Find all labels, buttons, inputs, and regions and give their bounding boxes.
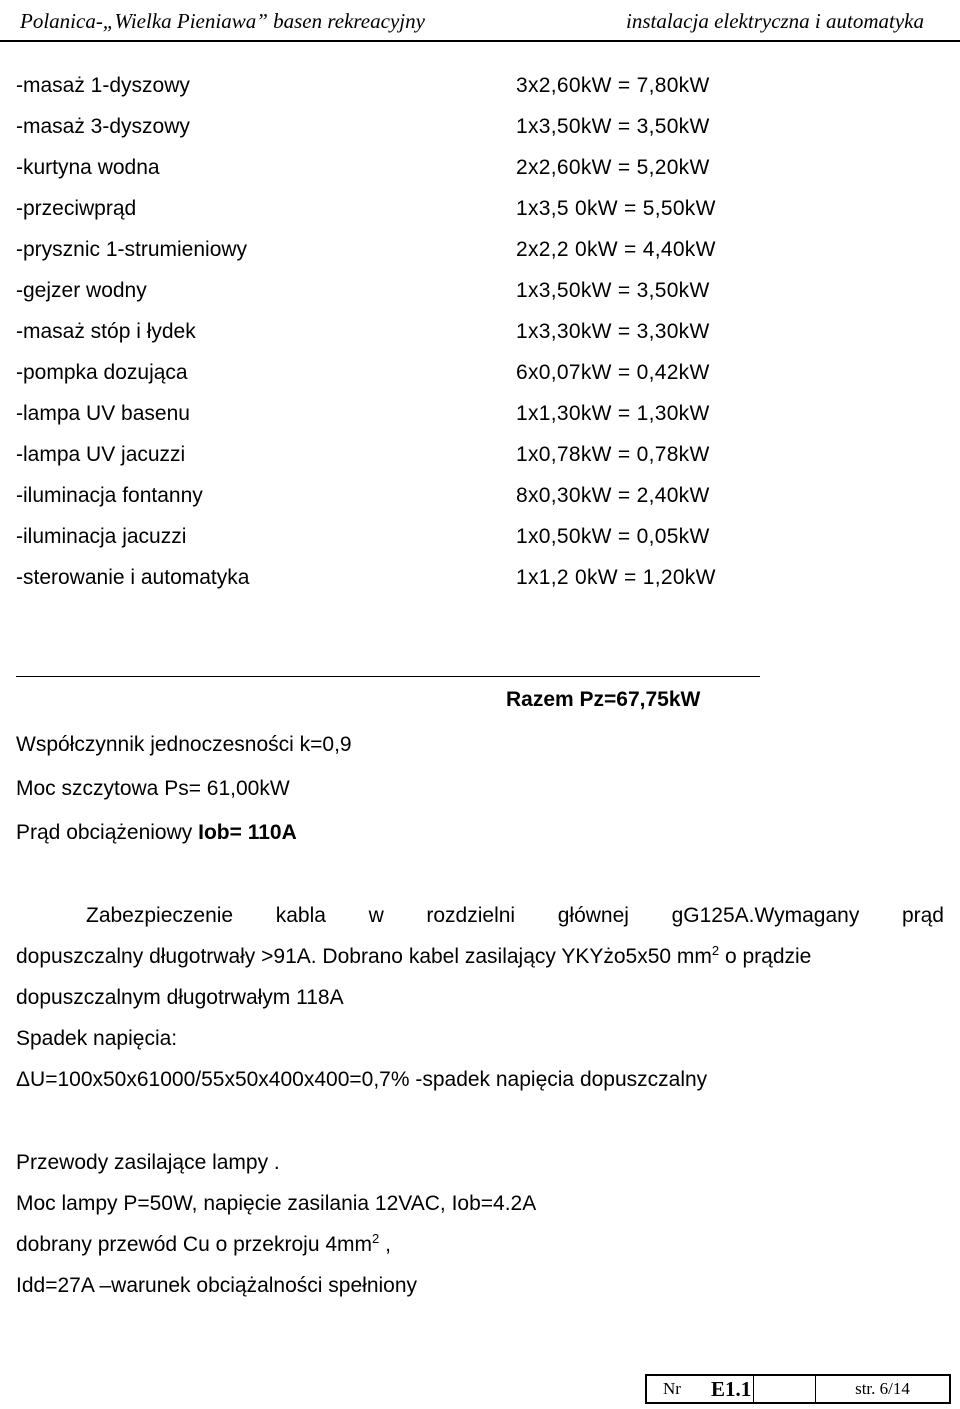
load-name: -przeciwprąd (16, 197, 137, 220)
load-calc: 1x0,78kW = 0,78kW (516, 443, 710, 466)
load-row (16, 275, 916, 316)
load-calc: 3x2,60kW = 7,80kW (516, 74, 710, 97)
load-calc: 6x0,07kW = 0,42kW (516, 361, 710, 384)
header-project-title: Polanica-„Wielka Pieniawa” basen rekreacyjny (20, 9, 425, 33)
load-current (16, 818, 352, 862)
footer-page-number: str. 6/14 (815, 1376, 949, 1402)
conductor-text-end: , (379, 1233, 391, 1256)
sum-divider (16, 676, 760, 677)
cable-text-end: o prądzie (719, 945, 812, 968)
power-factors (16, 730, 352, 862)
load-calc: 1x3,50kW = 3,50kW (516, 115, 710, 138)
load-name: -kurtyna wodna (16, 156, 160, 179)
load-calc: 1x3,5 0kW = 5,50kW (516, 197, 716, 220)
load-current-value: Iob= 110A (198, 821, 297, 844)
load-calc: 2x2,60kW = 5,20kW (516, 156, 710, 179)
load-row (16, 316, 916, 357)
lamp-heading: Przewody zasilające lampy . (16, 1151, 280, 1174)
lamp-conductor (16, 1224, 944, 1265)
load-row (16, 562, 916, 603)
load-row (16, 398, 916, 439)
footer-title-block (645, 1374, 951, 1404)
load-row (16, 152, 916, 193)
load-row (16, 70, 916, 111)
cable-text: dopuszczalny długotrwały >91A. Dobrano kabel zasilający YKYżo5x50 mm (16, 945, 712, 968)
simultaneity-coefficient: Współczynnik jednoczesności k=0,9 (16, 733, 352, 756)
protection-section (16, 895, 944, 1100)
footer-nr-label: Nr (663, 1379, 681, 1398)
load-calc: 1x1,2 0kW = 1,20kW (516, 566, 716, 589)
load-name: -masaż 1-dyszowy (16, 74, 190, 97)
peak-power: Moc szczytowa Ps= 61,00kW (16, 777, 290, 800)
superscript: 2 (711, 943, 720, 958)
load-name: -masaż stóp i łydek (16, 320, 196, 343)
load-row (16, 357, 916, 398)
voltage-drop-formula: ΔU=100x50x61000/55x50x400x400=0,7% -spadek napięcia dopuszczalny (16, 1068, 708, 1091)
load-calc: 2x2,2 0kW = 4,40kW (516, 238, 716, 261)
load-name: -iluminacja jacuzzi (16, 525, 187, 548)
load-name: -prysznic 1-strumieniowy (16, 238, 248, 261)
protection-line-1: Zabezpieczenie kabla w rozdzielni głównej gG125A.Wymagany prąd (86, 904, 944, 927)
load-name: -sterowanie i automatyka (16, 566, 250, 589)
voltage-drop-heading: Spadek napięcia: (16, 1027, 178, 1050)
footer-nr-value: E1.1 (710, 1376, 752, 1401)
load-name: -pompka dozująca (16, 361, 188, 384)
superscript: 2 (372, 1231, 380, 1246)
load-row (16, 480, 916, 521)
load-name: -lampa UV basenu (16, 402, 190, 425)
load-list (16, 70, 916, 603)
load-calc: 1x1,30kW = 1,30kW (516, 402, 710, 425)
header-discipline: instalacja elektryczna i automatyka (625, 9, 924, 33)
conductor-text: dobrany przewód Cu o przekroju 4mm (16, 1233, 372, 1256)
load-row (16, 111, 916, 152)
load-calc: 1x0,50kW = 0,05kW (516, 525, 710, 548)
footer-drawing-number (647, 1376, 753, 1402)
page-header (0, 0, 960, 42)
load-calc: 8x0,30kW = 2,40kW (516, 484, 710, 507)
load-row (16, 439, 916, 480)
load-row (16, 521, 916, 562)
load-name: -iluminacja fontanny (16, 484, 203, 507)
load-current-label: Prąd obciążeniowy (16, 821, 199, 844)
lamp-section (16, 1142, 944, 1306)
footer-empty-cell (753, 1376, 815, 1402)
protection-line-3: dopuszczalnym długotrwałym 118A (16, 986, 344, 1009)
load-calc: 1x3,50kW = 3,50kW (516, 279, 710, 302)
load-row (16, 234, 916, 275)
lamp-power: Moc lampy P=50W, napięcie zasilania 12VAC, Iob=4.2A (16, 1192, 537, 1215)
total-power: Razem Pz=67,75kW (506, 688, 701, 711)
load-calc: 1x3,30kW = 3,30kW (516, 320, 710, 343)
load-name: -gejzer wodny (16, 279, 147, 302)
load-name: -lampa UV jacuzzi (16, 443, 186, 466)
lamp-condition: Idd=27A –warunek obciążalności spełniony (16, 1274, 418, 1297)
load-name: -masaż 3-dyszowy (16, 115, 190, 138)
protection-line-2 (16, 936, 944, 977)
load-row (16, 193, 916, 234)
